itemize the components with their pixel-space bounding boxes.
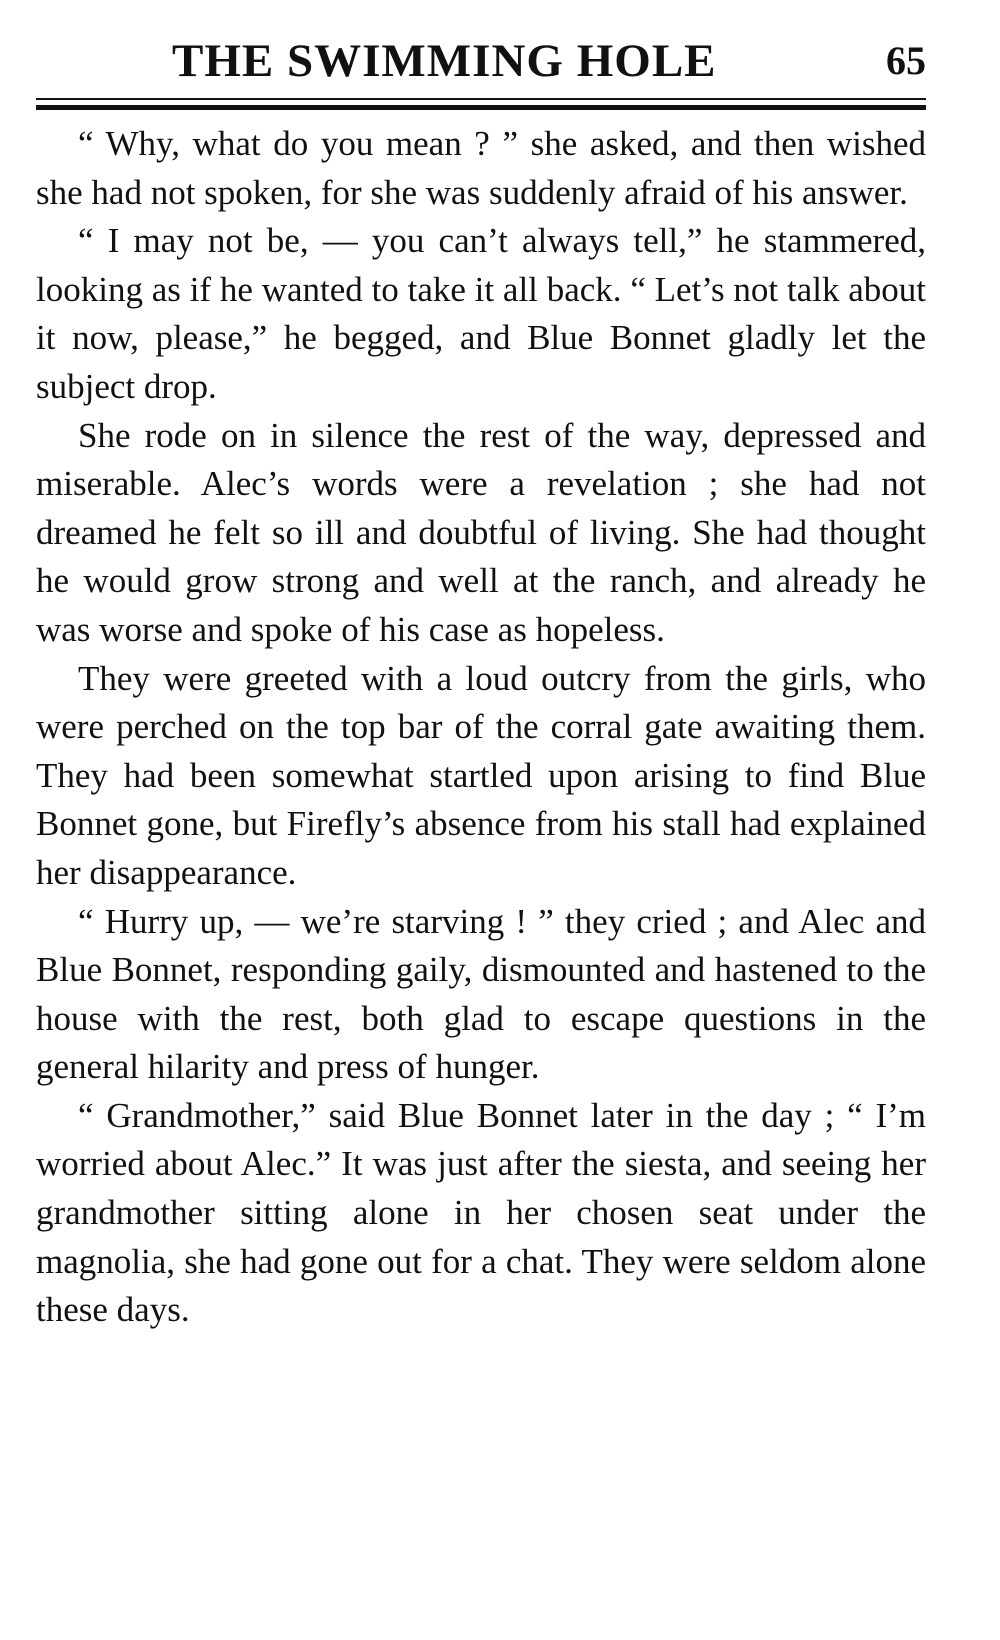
paragraph: “ I may not be, — you can’t always tell,” he stammered, looking as if he wanted to take it all back. “ Let’s not talk about it now, please,” he begged, and Blue Bonnet gladly let the subject drop. [36,221,926,406]
page-number: 65 [886,38,926,83]
paragraph: “ Why, what do you mean ? ” she asked, and then wished she had not spoken, for she was suddenly afraid of his answer. [36,124,926,212]
book-page [36,30,926,1335]
paragraph: They were greeted with a loud outcry from the girls, who were perched on the top bar of the corral gate awaiting them. They had been somewhat startled upon arising to find Blue Bonnet gone, but Firefly’s absence from his stall had explained her disappearance. [36,658,926,892]
running-title: THE SWIMMING HOLE [172,35,717,87]
body-text [36,120,926,1335]
paragraph: She rode on in silence the rest of the way, depressed and miserable. Alec’s words were a revelation ; she had not dreamed he felt so ill and doubtful of living. She had thought he would grow strong and well at the ranch, and already he was worse and spoke of his case as hopeless. [36,415,926,649]
paragraph: “ Hurry up, — we’re starving ! ” they cried ; and Alec and Blue Bonnet, responding gaily, dismounted and hastened to the house with the rest, both glad to escape questions in the general hilarity and press of hunger. [36,901,926,1087]
paragraph: “ Grandmother,” said Blue Bonnet later in the day ; “ I’m worried about Alec.” It was just after the siesta, and seeing her grandmother sitting alone in her chosen seat under the magnolia, she had gone out for a chat. They were seldom alone these days. [36,1095,926,1330]
page-header [36,30,926,94]
header-rule [36,98,926,110]
